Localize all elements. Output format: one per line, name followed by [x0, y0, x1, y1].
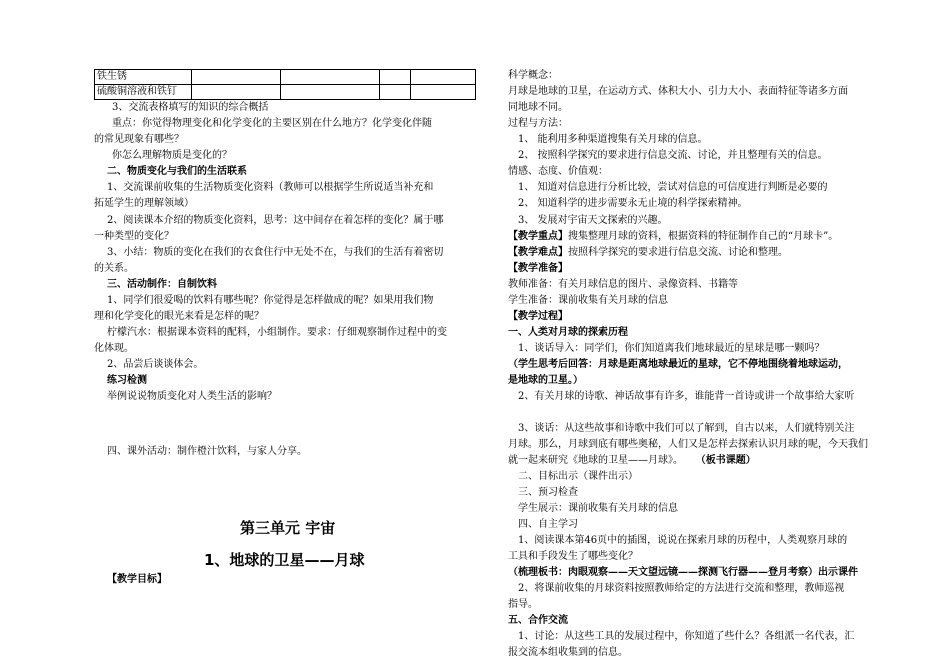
table-cell	[281, 70, 380, 85]
text-line: 柠檬汽水：根据课本资料的配料，小组制作。要求：仔细观察制作过程中的变	[107, 327, 447, 338]
text-line: 重点：你觉得物理变化和化学变化的主要区别在什么地方？化学变化伴随	[112, 118, 432, 129]
table-cell	[380, 70, 411, 85]
text-line: 1、谈话导入：同学们，你们知道离我们地球最近的星球是哪一颗吗？	[518, 343, 825, 354]
text-line	[508, 229, 838, 245]
table-cell	[192, 85, 281, 100]
table-cell	[411, 70, 476, 85]
text-line: 2、有关月球的诗歌、神话故事有许多，谁能背一首诗或讲一个故事给大家听	[518, 391, 855, 402]
text-line: （梳理板书：肉眼观察——天文望远镜——探测飞行器——登月考察）出示课件	[508, 567, 858, 578]
text-line: 3、 发展对宇宙天文探索的兴趣。	[518, 215, 668, 226]
section-heading: 三、预习检查	[518, 487, 578, 498]
unit-title: 第三单元 宇宙	[240, 519, 336, 537]
section-heading: 三、活动制作：自制饮料	[107, 279, 217, 290]
text-line: 是地球的卫星。）	[508, 375, 583, 386]
text-line: 2、 知道科学的进步需要永无止境的科学探索精神。	[518, 198, 748, 209]
text-line: 二、目标出示（课件出示）	[518, 471, 638, 482]
text-line: 3、谈话：从这些故事和诗歌中我们可以了解到，自古以来，人们就特别关注	[518, 423, 855, 434]
text-line	[508, 245, 788, 261]
text-line: 指导。	[508, 599, 538, 610]
table-cell	[281, 85, 380, 100]
text-line: 你怎么理解物质是变化的？	[112, 150, 232, 161]
text-line: 3、交流表格填写的知识的综合概括	[112, 102, 269, 113]
text-line: （学生思考后回答：月球是距离地球最近的星球，它不停地围绕着地球运动，	[508, 359, 848, 370]
text-line: 举例说说物质变化对人类生活的影响？	[107, 391, 277, 402]
text-line	[508, 453, 756, 469]
lesson-title: 1、地球的卫星——月球	[204, 551, 365, 569]
text-line: 3、小结：物质的变化在我们的衣食住行中无处不在，与我们的生活有着密切	[107, 247, 444, 258]
text-line: 情感、态度、价值观：	[508, 166, 608, 177]
table-cell	[411, 85, 476, 100]
key-point-text: 搜集整理月球的资料，根据资料的特征制作自己的“月球卡”。	[568, 231, 839, 242]
text-line: 月球。那么，月球到底有哪些奥秘，人们又是怎样去探索认识月球的呢，今天我们	[508, 439, 868, 450]
section-heading: 四、自主学习	[518, 519, 578, 530]
section-heading: 四、课外活动：制作橙汁饮料，与家人分享。	[107, 446, 307, 457]
text-line: 1、阅读课本第46页中的插图，说说在探索月球的历程中，人类观察月球的	[518, 535, 848, 546]
text-line: 同地球不同。	[508, 102, 568, 113]
table-cell: 硫酸铜溶液和铁钉	[95, 85, 192, 100]
text-line: 2、将课前收集的月球资料按照教师给定的方法进行交流和整理，教师巡视	[518, 583, 845, 594]
text-line: 学生展示：课前收集有关月球的信息	[518, 503, 678, 514]
label-difficulty: 【教学难点】	[508, 247, 568, 258]
table-row	[95, 85, 476, 100]
text-line: 过程与方法：	[508, 118, 568, 129]
text-line: 科学概念：	[508, 70, 558, 81]
text-line: 一种类型的变化？	[94, 231, 174, 242]
table-cell	[380, 85, 411, 100]
text-line: 化体现。	[94, 343, 134, 354]
text-line: 教师准备：有关月球信息的图片、录像资料、书籍等	[508, 279, 738, 290]
text-line: 拓延学生的理解领域）	[94, 198, 194, 209]
difficulty-text: 按照科学探究的要求进行信息交流、讨论和整理。	[568, 247, 788, 258]
text-line: 1、 知道对信息进行分析比较，尝试对信息的可信度进行判断是必要的	[518, 182, 828, 193]
text-line: 工具和手段发生了哪些变化？	[508, 551, 638, 562]
text-span: 就一起来研究《地球的卫星——月球》。	[508, 455, 683, 466]
text-line: 1、讨论：从这些工具的发展过程中，你知道了些什么？各组派一名代表，汇	[518, 631, 855, 642]
section-heading: 一、人类对月球的探索历程	[508, 327, 628, 338]
text-line: 1、交流课前收集的生活物质变化资料（教师可以根据学生所说适当补充和	[107, 182, 434, 193]
text-line: 学生准备：课前收集有关月球的信息	[508, 295, 668, 306]
text-line: 理和化学变化的眼光来看是怎样的呢？	[94, 311, 264, 322]
change-table	[94, 69, 476, 100]
text-line: 的常见现象有哪些？	[94, 134, 184, 145]
label-key-point: 【教学重点】	[508, 231, 568, 242]
text-line: 报交流本组收集到的信息。	[508, 647, 628, 658]
section-heading: 五、合作交流	[508, 615, 568, 626]
text-line: 的关系。	[94, 263, 134, 274]
section-heading: 【教学准备】	[508, 263, 568, 274]
text-line: 1、同学们很爱喝的饮料有哪些呢？你觉得是怎样做成的呢？如果用我们物	[107, 295, 434, 306]
board-note: （板书课题）	[695, 455, 756, 466]
text-line: 月球是地球的卫星，在运动方式、体积大小、引力大小、表面特征等诸多方面	[508, 86, 848, 97]
section-heading: 【教学过程】	[508, 311, 568, 322]
text-line: 2、 按照科学探究的要求进行信息交流、讨论，并且整理有关的信息。	[518, 150, 828, 161]
section-heading: 二、物质变化与我们的生活联系	[107, 166, 247, 177]
text-line: 1、 能利用多种渠道搜集有关月球的信息。	[518, 134, 708, 145]
section-heading: 【教学目标】	[107, 574, 167, 585]
table-row	[95, 70, 476, 85]
section-heading: 练习检测	[107, 375, 147, 386]
text-line: 2、品尝后谈谈体会。	[107, 359, 204, 370]
table-cell	[192, 70, 281, 85]
table-cell: 铁生锈	[95, 70, 192, 85]
text-line: 2、阅读课本介绍的物质变化资料，思考：这中间存在着怎样的变化？属于哪	[107, 215, 444, 226]
